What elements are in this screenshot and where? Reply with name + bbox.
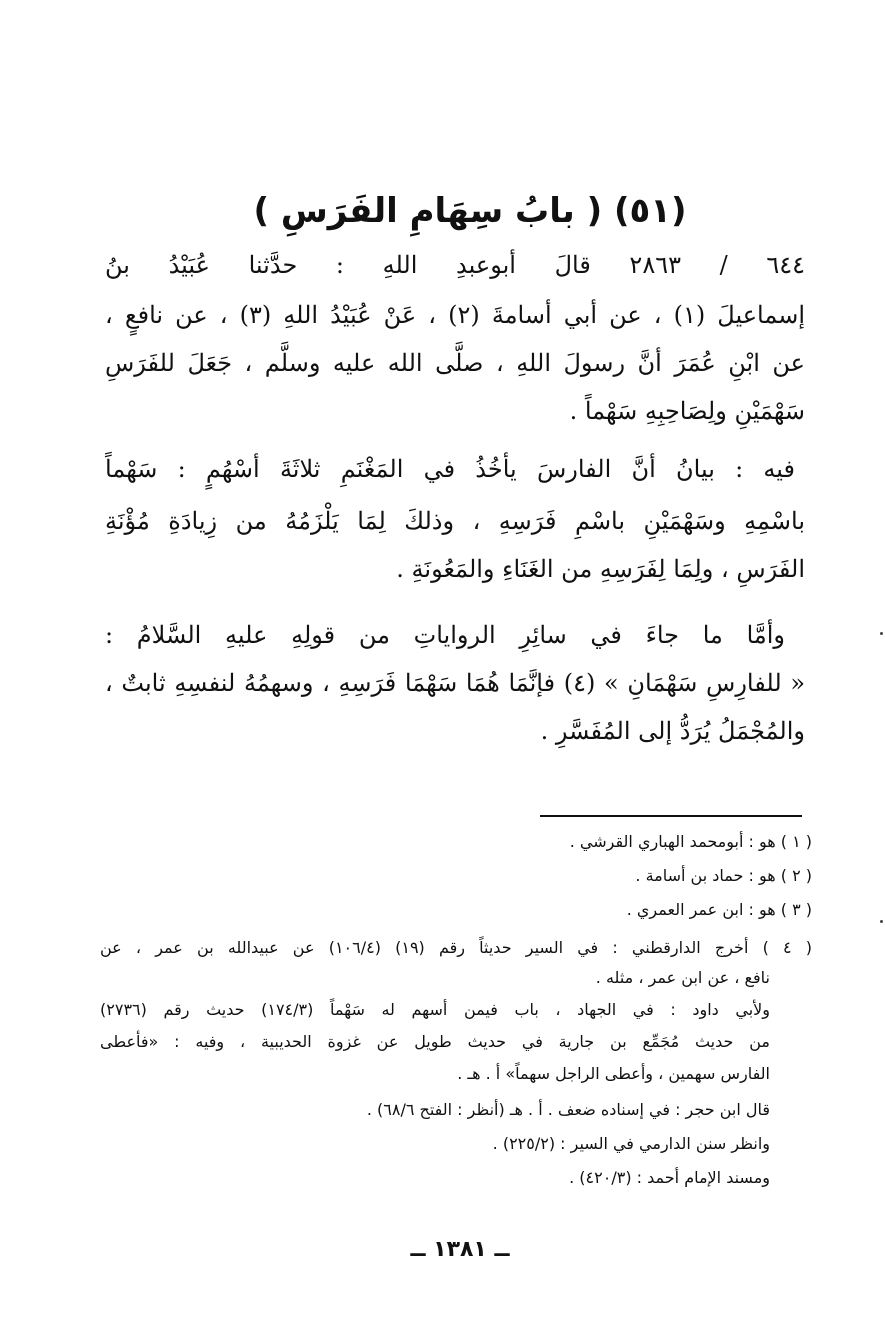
commentary-line: والمُجْمَلُ يُرَدُّ إلى المُفَسَّرِ . [540, 717, 805, 745]
commentary-line: « للفارِسِ سَهْمَانِ » (٤) فإنَّمَا هُمَا سَهْمَا فَرَسِهِ ، وسهمُهُ لنفسِهِ ثابتٌ ، [105, 669, 805, 697]
footnote-line: نافع ، عن ابن عمر ، مثله . [595, 968, 770, 987]
page-number: ــ ١٣٨١ ــ [410, 1237, 510, 1262]
footnote-line: ومسند الإمام أحمد : (٤٢٠/٣) . [569, 1168, 770, 1187]
footnote-line: الفارس سهمين ، وأعطى الراجل سهماً» أ . هـ . [457, 1064, 770, 1083]
footnote-line: ( ٤ ) أخرج الدارقطني : في السير حديثاً رقم (١٩) (١٠٦/٤) عن عبيدالله بن عمر ، عن [100, 938, 812, 957]
footnote-line: قال ابن حجر : في إسناده ضعف . أ . هـ (أنظر : الفتح ٦٨/٦) . [366, 1100, 770, 1119]
footnote-separator [540, 815, 802, 817]
hadith-line: إسماعيلَ (١) ، عن أبي أسامةَ (٢) ، عَنْ عُبَيْدُ اللهِ (٣) ، عن نافعٍ ، [105, 301, 806, 329]
footnote-line: وانظر سنن الدارمي في السير : (٢٢٥/٢) . [492, 1134, 770, 1153]
footnote-line: ( ٣ ) هو : ابن عمر العمري . [626, 900, 812, 919]
footnote-line: ولأبي داود : في الجهاد ، باب فيمن أسهم له سَهْماً (١٧٤/٣) حديث رقم (٢٧٣٦) [100, 1000, 771, 1019]
hadith-line: ٦٤٤ / ٢٨٦٣ قالَ أبوعبدِ اللهِ : حدَّثنا عُبَيْدُ بنُ [105, 251, 805, 279]
margin-mark [880, 632, 883, 635]
commentary-line: فيه : بيانُ أنَّ الفارسَ يأخُذُ في المَغْنَمِ ثلاثَةَ أسْهُمٍ : سَهْماً [105, 455, 795, 483]
footnote-line: ( ١ ) هو : أبومحمد الهباري القرشي . [569, 832, 812, 851]
margin-mark [880, 920, 883, 923]
commentary-line: الفَرَسِ ، ولِمَا لِفَرَسِهِ من الغَنَاءِ والمَعُونَةِ . [396, 555, 805, 583]
commentary-line: باسْمِهِ وسَهْمَيْنِ باسْمِ فَرَسِهِ ، وذلكَ لِمَا يَلْزَمُهُ من زِيادَةِ مُؤْنَةِ [105, 507, 805, 535]
commentary-line: وأمَّا ما جاءَ في سائِرِ الرواياتِ من قولِهِ عليهِ السَّلامُ : [105, 621, 785, 649]
chapter-title: (٥١) ( بابُ سِهَامِ الفَرَسِ ) [253, 191, 687, 231]
footnote-line: من حديث مُجَمِّع بن جارية في حديث طويل عن غزوة الحديبية ، وفيه : «فأعطى [100, 1032, 770, 1051]
footnote-line: ( ٢ ) هو : حماد بن أسامة . [635, 866, 812, 885]
hadith-line: عن ابْنِ عُمَرَ أنَّ رسولَ اللهِ ، صلَّى الله عليه وسلَّم ، جَعَلَ للفَرَسِ [105, 349, 805, 377]
hadith-line: سَهْمَيْنِ ولِصَاحِبِهِ سَهْماً . [569, 397, 805, 425]
